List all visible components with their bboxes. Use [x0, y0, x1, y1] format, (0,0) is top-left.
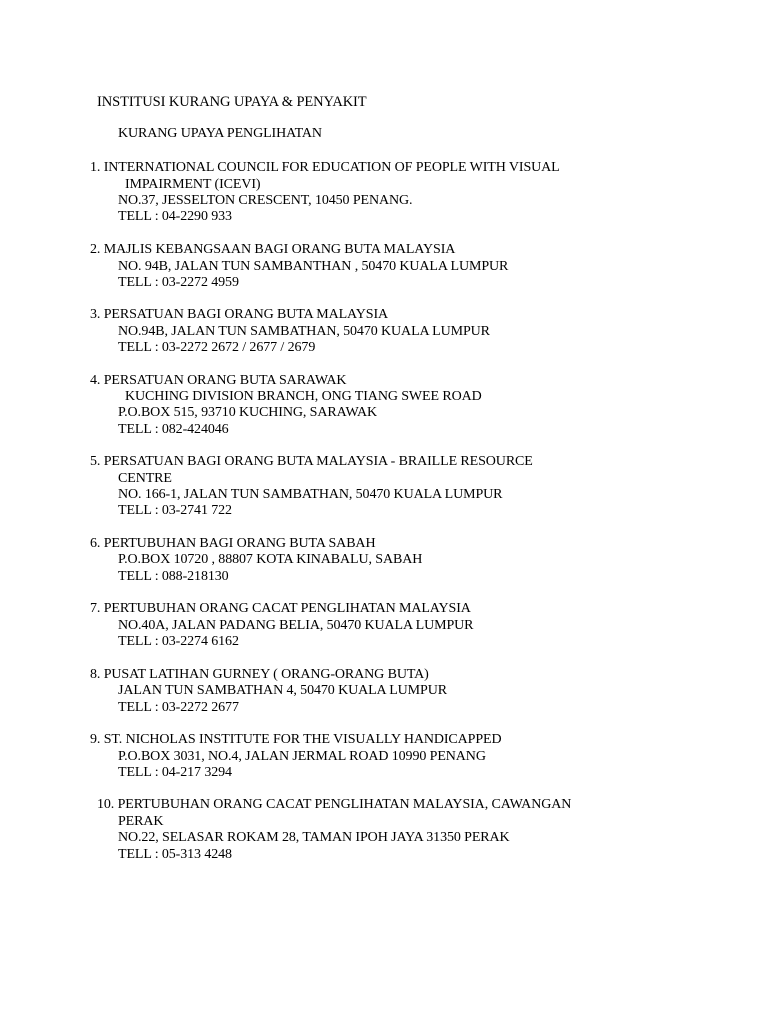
section-subtitle: KURANG UPAYA PENGLIHATAN	[118, 126, 322, 141]
entry-address: NO.37, JESSELTON CRESCENT, 10450 PENANG.	[118, 193, 413, 208]
entry-address: P.O.BOX 10720 , 88807 KOTA KINABALU, SABAH	[118, 552, 423, 567]
entry-name-continued: PERAK	[118, 814, 164, 829]
entry-address: NO.40A, JALAN PADANG BELIA, 50470 KUALA LUMPUR	[118, 618, 474, 633]
entry-branch: KUCHING DIVISION BRANCH, ONG TIANG SWEE ROAD	[125, 389, 482, 404]
entry-name-continued: CENTRE	[118, 471, 172, 486]
entry-phone: TELL : 03-2272 4959	[118, 275, 239, 290]
entry-name: 3. PERSATUAN BAGI ORANG BUTA MALAYSIA	[90, 307, 389, 322]
entry-phone: TELL : 05-313 4248	[118, 847, 232, 862]
entry-address: JALAN TUN SAMBATHAN 4, 50470 KUALA LUMPUR	[118, 683, 447, 698]
document-title: INSTITUSI KURANG UPAYA & PENYAKIT	[97, 94, 367, 110]
entry-phone: TELL : 04-217 3294	[118, 765, 232, 780]
entry-phone: TELL : 03-2274 6162	[118, 634, 239, 649]
entry-name: 9. ST. NICHOLAS INSTITUTE FOR THE VISUALLY HANDICAPPED	[90, 732, 502, 747]
entry-address: NO.94B, JALAN TUN SAMBATHAN, 50470 KUALA LUMPUR	[118, 324, 490, 339]
entry-address: NO. 166-1, JALAN TUN SAMBATHAN, 50470 KUALA LUMPUR	[118, 487, 503, 502]
entry-phone: TELL : 03-2741 722	[118, 503, 232, 518]
entry-phone: TELL : 088-218130	[118, 569, 229, 584]
entry-phone: TELL : 082-424046	[118, 422, 229, 437]
entry-name: 8. PUSAT LATIHAN GURNEY ( ORANG-ORANG BUTA)	[90, 667, 429, 682]
entry-phone: TELL : 03-2272 2677	[118, 700, 239, 715]
entry-name: 2. MAJLIS KEBANGSAAN BAGI ORANG BUTA MALAYSIA	[90, 242, 456, 257]
entry-name: 10. PERTUBUHAN ORANG CACAT PENGLIHATAN MALAYSIA, CAWANGAN	[97, 797, 572, 812]
entry-name: 6. PERTUBUHAN BAGI ORANG BUTA SABAH	[90, 536, 376, 551]
entry-name: 5. PERSATUAN BAGI ORANG BUTA MALAYSIA - BRAILLE RESOURCE	[90, 454, 533, 469]
entry-name: 7. PERTUBUHAN ORANG CACAT PENGLIHATAN MALAYSIA	[90, 601, 471, 616]
entry-address: NO. 94B, JALAN TUN SAMBANTHAN , 50470 KUALA LUMPUR	[118, 259, 509, 274]
entry-name: 1. INTERNATIONAL COUNCIL FOR EDUCATION OF PEOPLE WITH VISUAL	[90, 160, 560, 175]
entry-address: P.O.BOX 515, 93710 KUCHING, SARAWAK	[118, 405, 378, 420]
entry-phone: TELL : 04-2290 933	[118, 209, 232, 224]
entry-address: NO.22, SELASAR ROKAM 28, TAMAN IPOH JAYA 31350 PERAK	[118, 830, 510, 845]
entry-address: P.O.BOX 3031, NO.4, JALAN JERMAL ROAD 10990 PENANG	[118, 749, 486, 764]
entry-name: 4. PERSATUAN ORANG BUTA SARAWAK	[90, 373, 347, 388]
entry-name-continued: IMPAIRMENT (ICEVI)	[125, 177, 261, 192]
entry-phone: TELL : 03-2272 2672 / 2677 / 2679	[118, 340, 316, 355]
